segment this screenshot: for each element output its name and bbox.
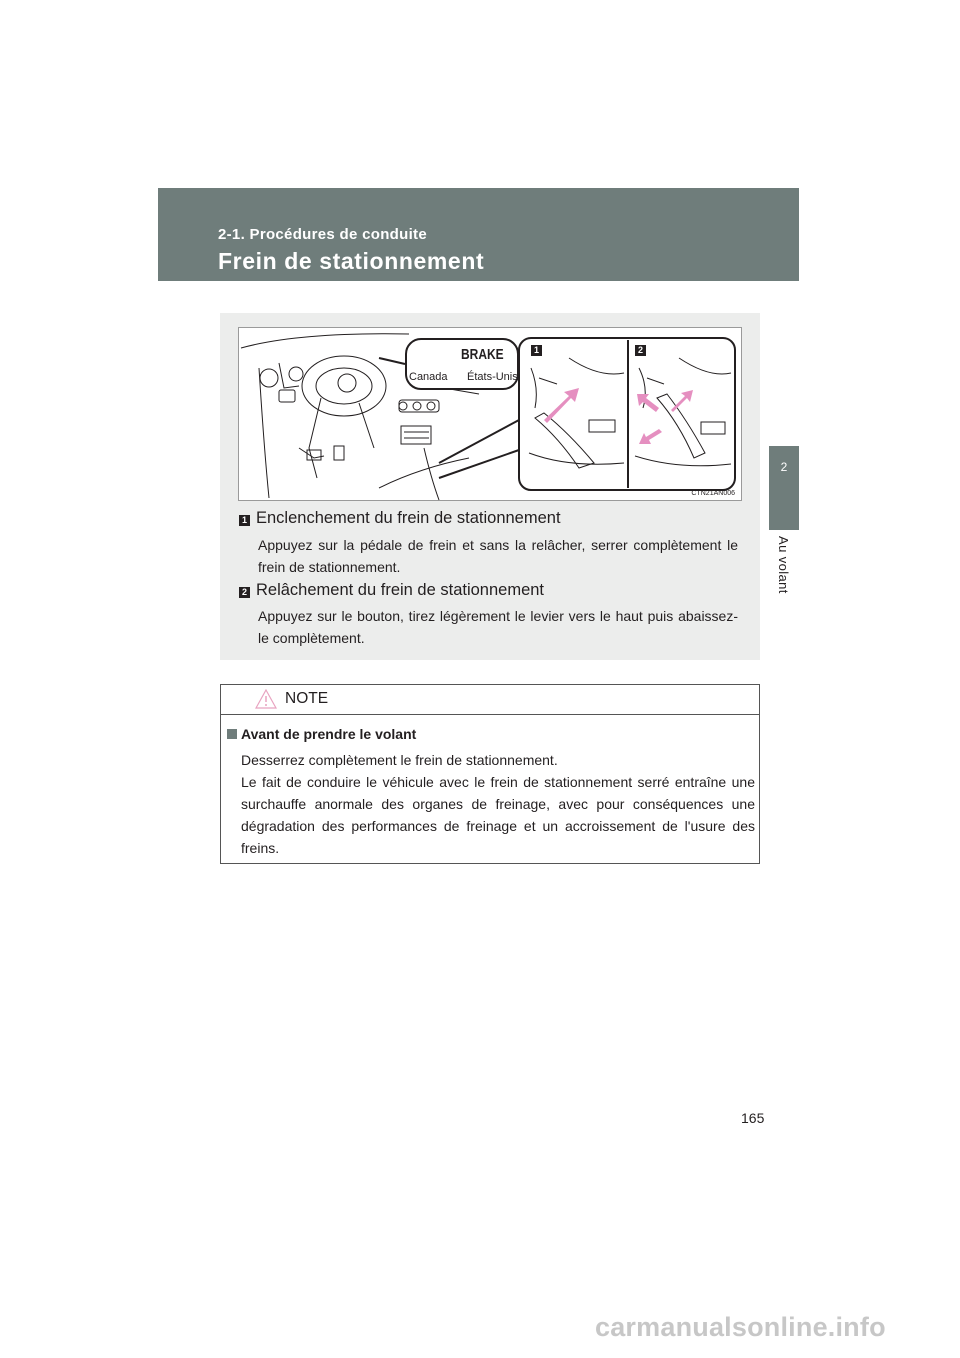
warning-triangle-icon (255, 689, 277, 709)
step-2-title: Relâchement du frein de stationnement (256, 581, 545, 599)
figure-code: CTN21AN006 (691, 490, 735, 497)
note-box (220, 684, 760, 864)
usa-label: États-Unis (467, 371, 518, 383)
note-text (241, 749, 755, 859)
step-1-badge: 1 (239, 515, 250, 526)
figure-badge-1: 1 (531, 345, 542, 356)
step-2-badge: 2 (239, 587, 250, 598)
chapter-tab-label: Au volant (776, 536, 791, 594)
brake-indicator-label: BRAKE (461, 345, 504, 363)
step-2-description: Appuyez sur le bouton, tirez légèrement le levier vers le haut puis abaissez-le complètement. (258, 608, 738, 646)
note-line-1: Desserrez complètement le frein de stationnement. (241, 752, 558, 768)
page-number: 165 (741, 1110, 765, 1126)
step-1-title: Enclenchement du frein de stationnement (256, 509, 561, 527)
bullet-square-icon (227, 729, 237, 739)
figure-badge-2: 2 (635, 345, 646, 356)
note-label: NOTE (285, 690, 329, 707)
section-reference: 2-1. Procédures de conduite (218, 226, 427, 243)
parking-brake-illustration (238, 327, 742, 501)
note-line-2: Le fait de conduire le véhicule avec le frein de stationnement serré entraîne une surchauffe anormale des organes de freinage, avec pour conséquences une dégradation des performances de freinage et un accroissement de l'usure des freins. (241, 774, 755, 856)
step-1-description: Appuyez sur la pédale de frein et sans la relâcher, serrer complètement le frein de stationnement. (258, 537, 738, 575)
chapter-tab-number: 2 (780, 460, 788, 474)
watermark: carmanualsonline.info (595, 1312, 886, 1342)
chapter-tab[interactable] (769, 446, 799, 530)
note-divider (221, 714, 759, 715)
note-heading: Avant de prendre le volant (241, 726, 417, 742)
canada-label: Canada (409, 371, 448, 383)
page-title: Frein de stationnement (218, 248, 485, 274)
